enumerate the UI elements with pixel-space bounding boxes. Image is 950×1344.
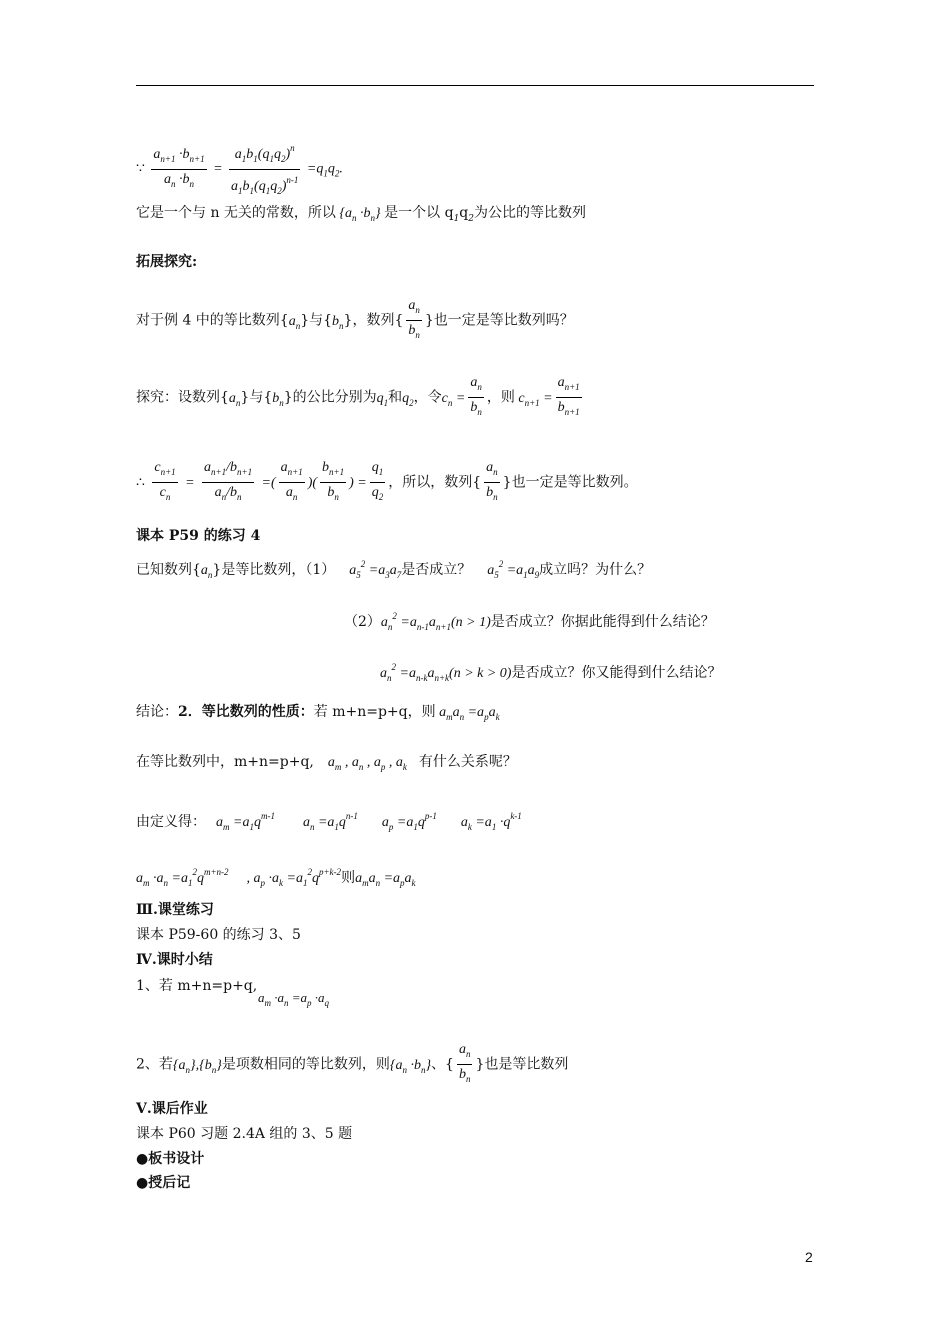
heading-post-notes: ●授后记	[136, 1175, 191, 1191]
text-practice: 课本 P59-60 的练习 3、5	[136, 927, 301, 943]
formula-ratio-product: ∵ $\frac{a_{n+1} \cdot b_{n+1}}{a_n \cdot b_n}$ = $\frac{a_1b_1(q_1q_2)^n}{a_1b_1(q_1q_2)^{n-1}}$ $=q_1q_2$.	[136, 138, 343, 201]
formula-summary-1: $a_m \cdot a_n =a_p \cdot a_q$	[258, 990, 330, 1008]
text-summary-2: 2、若$\{a_n\},\{b_n\}$是项数相同的等比数列，则$\{a_n \cdot b_n\}$、{ $\frac{a_n}{b_n}$ }也是等比数列	[136, 1042, 569, 1084]
text-homework: 课本 P60 习题 2.4A 组的 3、5 题	[136, 1126, 353, 1142]
formula-c-ratio: ∴ $\frac{c_{n+1}}{c_n}$ = $\frac{a_{n+1}/b_{n+1}}{a_n/b_n}$ =( $\frac{a_{n+1}}{a_n}$ )( $\frac{b_{n+1}}{b_n}$ ) = $\frac{q_1}{q_2}$ ，所以，数列{ $\frac{a_n}{b_n}$ }也一定是等比数列。	[136, 460, 638, 502]
heading-board-design: ●板书设计	[136, 1151, 205, 1167]
heading-tuozhan: 拓展探究:	[136, 254, 198, 270]
text-question-line: 对于例 4 中的等比数列$\{a_n\}$与$\{b_n\}$，数列{ $\frac{a_n}{b_n}$ }也一定是等比数列吗？	[136, 298, 574, 340]
text-relation-question: 在等比数列中，m+n=p+q, $a_m$ , $a_n$ , $a_p$ , $a_k$ 有什么关系呢？	[136, 754, 517, 772]
text-conclusion: 结论：2．等比数列的性质：若 m+n=p+q，则 $a_ma_n =a_pa_k$	[136, 704, 500, 722]
text-exercise-3: $a_n^2 =a_{n-k}a_{n+k}(n > k > 0)$是否成立？你又能得到什么结论？	[380, 662, 722, 683]
text-explore-line: 探究：设数列$\{a_n\}$与$\{b_n\}$的公比分别为$q_1$和$q_2$，令$c_n$ = $\frac{a_n}{b_n}$ ，则 $c_{n+1}$ = $\frac{a_{n+1}}{b_{n+1}}$	[136, 375, 580, 417]
text-summary-1: 1、若 m+n=p+q,	[136, 978, 258, 994]
text-exercise-1: 已知数列$\{a_n\}$是等比数列，（1） $a_5^2 =a_3a_7$是否成立？ $a_5^2 =a_1a_9$成立吗？为什么？	[136, 559, 652, 580]
text-exercise-2: $(2)a_n^2 =a_{n-1}a_{n+1}(n > 1)$是否成立？你据此能得到什么结论？	[344, 611, 715, 632]
heading-section-4: Ⅳ.课时小结	[136, 952, 213, 968]
heading-section-5: Ⅴ.课后作业	[136, 1101, 208, 1117]
heading-section-3: Ⅲ.课堂练习	[136, 902, 214, 918]
heading-p59: 课本 P59 的练习 4	[136, 528, 261, 544]
header-rule	[136, 85, 814, 86]
text-definition: 由定义得： $a_m =a_1q^{m-1}$ $a_n =a_1q^{n-1}$ $a_p =a_1q^{p-1}$ $a_k =a_1 \cdot q^{k-1}$	[136, 811, 522, 832]
formula-products: $a_m \cdot a_n =a_1^2q^{m+n-2}$ , $a_p \cdot a_k =a_1^2q^{p+k-2}$则$a_ma_n =a_pa_k$	[136, 867, 416, 888]
page-number: 2	[805, 1249, 813, 1265]
text-constant-line: 它是一个与 n 无关的常数，所以 $\{a_n \cdot b_n\}$ 是一个以 $q_1q_2$为公比的等比数列	[136, 205, 586, 224]
